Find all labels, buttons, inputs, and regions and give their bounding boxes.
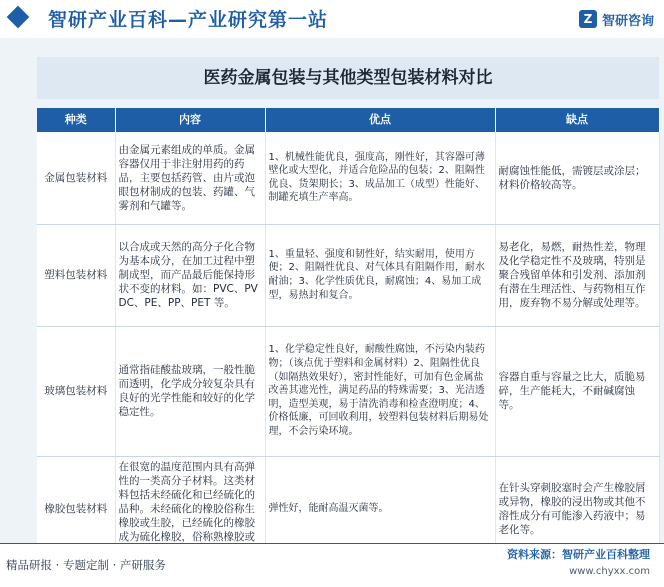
row-pros: 1、机械性能优良，强度高，刚性好，其容器可薄壁化或大型化，并适合危险品的包装；2、阻隔性优良、货架期长；3、成品加工（成型）性能好、制罐充填生产率高。 <box>265 132 495 224</box>
row-kind: 塑料包装材料 <box>37 224 115 326</box>
row-cons: 在针头穿刺胶塞时会产生橡胶屑或异物，橡胶的浸出物或其他不溶性成分有可能渗入药液中；易老化等。 <box>495 456 659 561</box>
row-pros: 1、重量轻、强度和韧性好，结实耐用，使用方便；2、阻隔性优良、对气体具有阻隔作用，耐水耐油；3、化学性质优良，耐腐蚀；4、易加工成型，易热封和复合。 <box>265 224 495 326</box>
diamond-icon <box>7 6 30 29</box>
row-content: 以合成或天然的高分子化合物为基本成分，在加工过程中塑制成型，而产品最后能保持形状不变的材料。如：PVC、PVDC、PE、PP、PET 等。 <box>115 224 265 326</box>
row-kind: 金属包装材料 <box>37 132 115 224</box>
table-row <box>37 224 659 326</box>
row-cons: 易老化，易燃，耐热性差，物理及化学稳定性不及玻璃，特别是聚合残留单体和引发剂、添加剂有潜在生理活性、与药物相互作用，废弃物不易分解或处理等。 <box>495 224 659 326</box>
page-title-bar <box>37 57 659 99</box>
footer-tagline: 精品研报 · 专题定制 · 产研服务 <box>6 558 166 572</box>
row-content: 在很宽的温度范围内具有高弹性的一类高分子材料。这类材料包括未经硫化和已经硫化的品种。未经硫化的橡胶俗称生橡胶或生胶，已经硫化的橡胶成为硫化橡胶，俗称熟橡胶或 <box>115 456 265 561</box>
footer-source: 资料来源：智研产业百科整理 <box>507 548 650 561</box>
column-header-pros: 优点 <box>265 108 495 132</box>
logo-mark-icon: Z <box>579 10 597 28</box>
column-header-kind: 种类 <box>37 108 115 132</box>
table-row <box>37 326 659 456</box>
footer-url-link[interactable]: www.chyxx.com <box>569 566 650 577</box>
row-kind: 玻璃包装材料 <box>37 326 115 456</box>
row-kind: 橡胶包装材料 <box>37 456 115 561</box>
table-header-row <box>37 108 659 132</box>
row-content: 通常指硅酸盐玻璃，一般性脆而透明，化学成分较复杂具有良好的光学性能和较好的化学稳定性。 <box>115 326 265 456</box>
logo-text: 智研咨询 <box>601 13 654 29</box>
column-header-cons: 缺点 <box>495 108 659 132</box>
row-pros: 1、化学稳定性良好，耐酸性腐蚀，不污染内装药物；（该点优于塑料和金属材料）2、阻隔性优良（如隔热效果好），密封性能好，可加有色金属盐改善其遮光性，满足药品的特殊需要；3、光洁透明，造型美观，易于清洗消毒和检查澄明度；4、价格低廉，可回收利用，较塑料包装材料后期易处理，不会污染环境。 <box>265 326 495 456</box>
column-header-content: 内容 <box>115 108 265 132</box>
table-row <box>37 132 659 224</box>
row-content: 由金属元素组成的单质。金属容器仅用于非注射用药的药品，主要包括药管、由片或泡眼包材制成的包装、药罐、气雾剂和气罐等。 <box>115 132 265 224</box>
row-cons: 耐腐蚀性能低，需镀层或涂层；材料价格较高等。 <box>495 132 659 224</box>
page-title: 医药金属包装与其他类型包装材料对比 <box>203 68 493 88</box>
footer-source-block <box>507 546 650 577</box>
site-title: 智研产业百科—产业研究第一站 <box>48 9 329 31</box>
row-cons: 容器自重与容量之比大，质脆易碎，生产能耗大，不耐碱腐蚀等。 <box>495 326 659 456</box>
header-bar <box>0 0 664 38</box>
footer-bar <box>0 544 664 587</box>
row-pros: 弹性好，能耐高温灭菌等。 <box>265 456 495 561</box>
brand-logo[interactable] <box>579 9 654 29</box>
comparison-table <box>37 108 660 562</box>
